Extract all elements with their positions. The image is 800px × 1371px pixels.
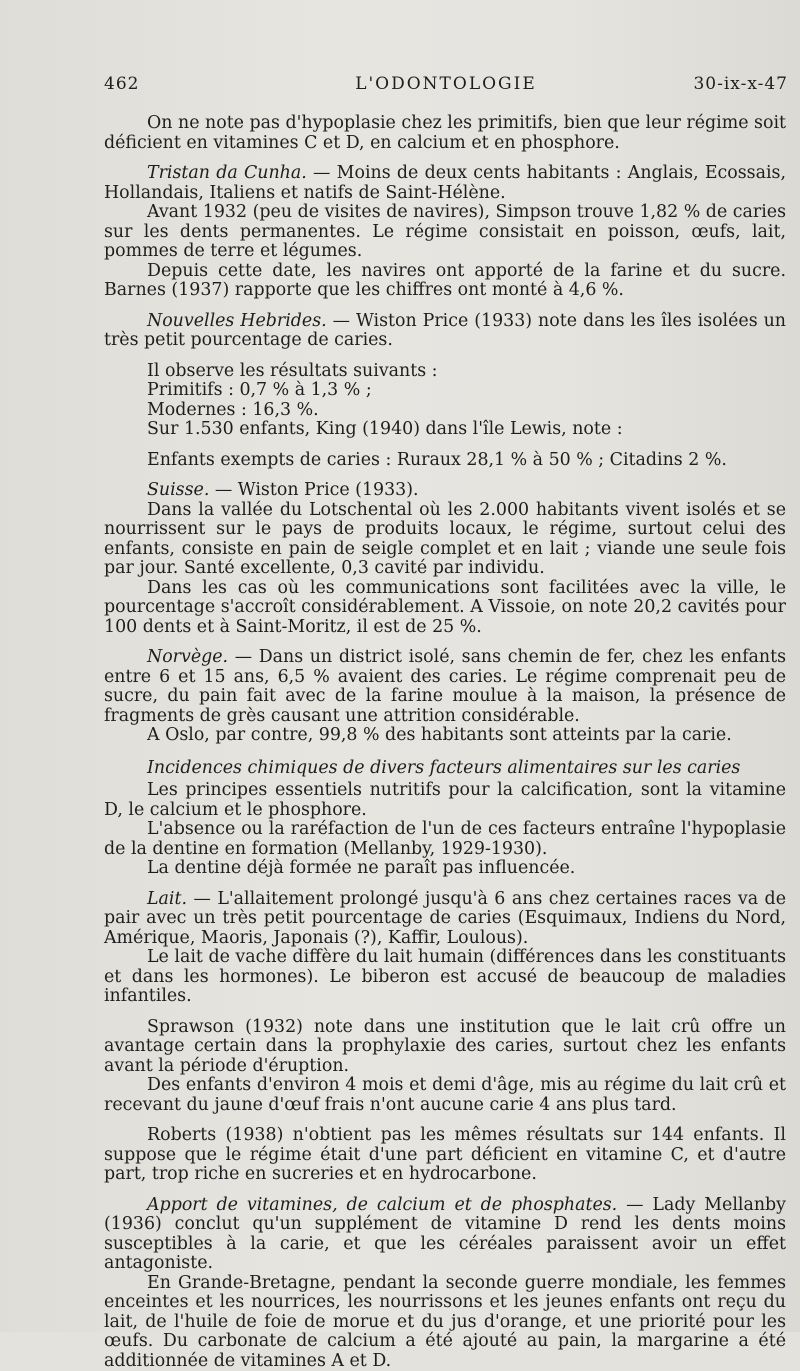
paragraph: Sur 1.530 enfants, King (1940) dans l'île Lewis, note : — [104, 420, 786, 440]
section-title: Lait. — [147, 889, 187, 909]
running-header — [104, 74, 788, 98]
section-suisse: Suisse. — Wiston Price (1933). — [104, 481, 786, 501]
paragraph: Dans la vallée du Lotschental où les 2.000 habitants vivent isolés et se nourrissent sur le pays de produits locaux, le régime, surtout celui des enfants, consiste en pain de seigle complet et en lait ; viande une seule fois par jour. Santé excellente, 0,3 cavité par individu. — [104, 501, 786, 579]
section-title: Norvège. — [147, 647, 228, 667]
paragraph: Des enfants d'environ 4 mois et demi d'âge, mis au régime du lait crû et recevant du jaune d'œuf frais n'ont aucune carie 4 ans plus tard. — [104, 1076, 786, 1115]
paragraph: Dans les cas où les communications sont facilitées avec la ville, le pourcentage s'accroît considérablement. A Vissoie, on note 20,2 cavités pour 100 dents et à Saint-Moritz, il est de 25 %. — [104, 579, 786, 638]
issue-date: 30-ix-x-47 — [693, 74, 788, 94]
paragraph: Sprawson (1932) note dans une institution que le lait crû offre un avantage certain dans la prophylaxie des caries, surtout chez les enfants avant la période d'éruption. — [104, 1018, 786, 1077]
paragraph: La dentine déjà formée ne paraît pas influencée. — [104, 859, 786, 879]
paragraph: A Oslo, par contre, 99,8 % des habitants sont atteints par la carie. — [104, 726, 786, 746]
page-number: 462 — [104, 74, 139, 94]
paragraph: On ne note pas d'hypoplasie chez les primitifs, bien que leur régime soit déficient en vitamines C et D, en calcium et en phosphore. — [104, 114, 786, 153]
subheading: Incidences chimiques de divers facteurs alimentaires sur les caries — [104, 759, 786, 779]
paragraph: Le lait de vache diffère du lait humain (différences dans les constituants et dans les hormones). Le biberon est accusé de beaucoup de maladies infantiles. — [104, 948, 786, 1007]
paragraph: Enfants exempts de caries : Ruraux 28,1 % à 50 % ; Citadins 2 %. — [104, 451, 786, 471]
section-norvege: Norvège. — Dans un district isolé, sans chemin de fer, chez les enfants entre 6 et 15 ans, 6,5 % avaient des caries. Le régime comprenait peu de sucre, du pain fait avec de la farine moulue à la maison, la présence de fragments de grès causant une attrition considérable. — [104, 648, 786, 726]
section-title: Apport de vitamines, de calcium et de phosphates. — [147, 1195, 617, 1215]
section-title: Nouvelles Hebrides. — [147, 311, 327, 331]
section-hebrides: Nouvelles Hebrides. — Wiston Price (1933) note dans les îles isolées un très petit pourcentage de caries. — [104, 312, 786, 351]
section-apport: Apport de vitamines, de calcium et de phosphates. — Lady Mellanby (1936) conclut qu'un supplément de vitamine D rend les dents moins susceptibles à la carie, et que les céréales paraissent avoir un effet antagoniste. — [104, 1196, 786, 1274]
paragraph: Depuis cette date, les navires ont apporté de la farine et du sucre. Barnes (1937) rapporte que les chiffres ont monté à 4,6 %. — [104, 262, 786, 301]
section-tristan: Tristan da Cunha. — Moins de deux cents habitants : Anglais, Ecossais, Hollandais, Italiens et natifs de Saint-Hélène. — [104, 164, 786, 203]
section-title: Tristan da Cunha. — [147, 163, 307, 183]
section-lait: Lait. — L'allaitement prolongé jusqu'à 6 ans chez certaines races va de pair avec un très petit pourcentage de caries (Esquimaux, Indiens du Nord, Amérique, Maoris, Japonais (?), Kaffir, Loulous). — [104, 890, 786, 949]
list-item: Modernes : 16,3 %. — [104, 401, 786, 421]
paragraph: Avant 1932 (peu de visites de navires), Simpson trouve 1,82 % de caries sur les dents permanentes. Le régime consistait en poisson, œufs, lait, pommes de terre et légumes. — [104, 203, 786, 262]
paragraph: En Grande-Bretagne, pendant la seconde guerre mondiale, les femmes enceintes et les nourrices, les nourrissons et les jeunes enfants ont reçu du lait, de l'huile de foie de morue et du jus d'orange, et une priorité pour les œufs. Du carbonate de calcium a été ajouté au pain, la margarine a été additionnée de vitamines A et D. — [104, 1274, 786, 1371]
journal-title: L'ODONTOLOGIE — [104, 74, 788, 94]
article-body — [104, 114, 786, 1371]
paragraph: L'absence ou la raréfaction de l'un de ces facteurs entraîne l'hypoplasie de la dentine en formation (Mellanby, 1929-1930). — [104, 820, 786, 859]
paragraph: Les principes essentiels nutritifs pour la calcification, sont la vitamine D, le calcium et le phosphore. — [104, 781, 786, 820]
paragraph: Il observe les résultats suivants : — [104, 362, 786, 382]
paragraph: Roberts (1938) n'obtient pas les mêmes résultats sur 144 enfants. Il suppose que le régime était d'une part déficient en vitamine C, et d'autre part, trop riche en sucreries et en hydrocarbone. — [104, 1126, 786, 1185]
section-title: Suisse. — [147, 480, 209, 500]
list-item: Primitifs : 0,7 % à 1,3 % ; — [104, 381, 786, 401]
